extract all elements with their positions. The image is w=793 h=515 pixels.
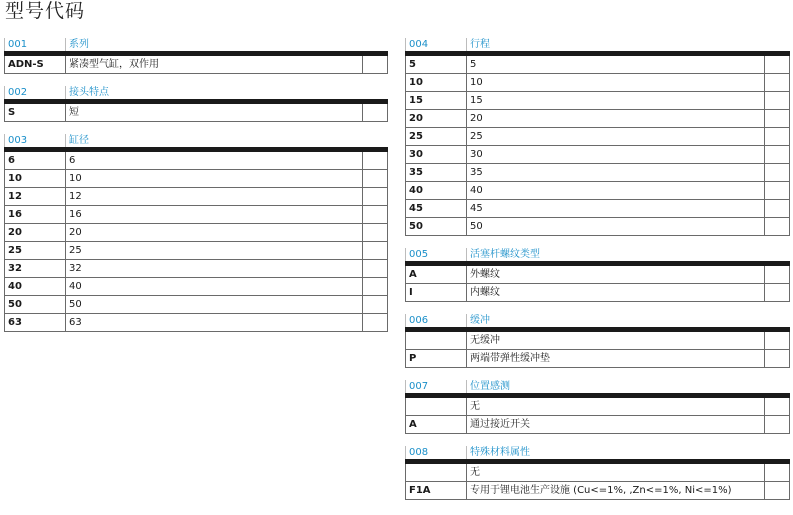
option-code: F1A [405, 482, 467, 499]
section-code: 005 [405, 248, 466, 261]
table-row [405, 164, 790, 182]
table-row [405, 416, 790, 434]
option-description: 通过接近开关 [467, 416, 765, 433]
empty-cell [765, 128, 790, 145]
empty-cell [363, 152, 388, 169]
empty-cell [363, 170, 388, 187]
option-section [4, 83, 388, 122]
option-code: 30 [405, 146, 467, 163]
option-code: 10 [4, 170, 66, 187]
option-section [405, 377, 790, 434]
option-description: 专用于锂电池生产设施 (Cu<=1%, ,Zn<=1%, Ni<=1%) [467, 482, 765, 499]
page-title: 型号代码 [5, 0, 86, 22]
empty-cell [765, 350, 790, 367]
option-description: 12 [66, 188, 363, 205]
option-description: 10 [467, 74, 765, 91]
table-row [405, 332, 790, 350]
option-description: 5 [467, 56, 765, 73]
section-code: 003 [4, 134, 65, 147]
option-code [405, 332, 467, 349]
section-code: 004 [405, 38, 466, 51]
table-row [405, 110, 790, 128]
section-header [4, 131, 388, 147]
option-description: 6 [66, 152, 363, 169]
option-section [4, 35, 388, 74]
option-description: 16 [66, 206, 363, 223]
section-label: 活塞杆螺纹类型 [466, 248, 790, 261]
option-description: 40 [66, 278, 363, 295]
section-code: 008 [405, 446, 466, 459]
table-row [405, 398, 790, 416]
empty-cell [765, 92, 790, 109]
table-row [405, 284, 790, 302]
empty-cell [765, 482, 790, 499]
empty-cell [765, 200, 790, 217]
section-header [405, 245, 790, 261]
empty-cell [363, 206, 388, 223]
option-code: 20 [405, 110, 467, 127]
option-description: 两端带弹性缓冲垫 [467, 350, 765, 367]
table-row [405, 182, 790, 200]
option-description: 63 [66, 314, 363, 331]
empty-cell [363, 296, 388, 313]
section-header [405, 35, 790, 51]
section-code: 006 [405, 314, 466, 327]
option-code: 20 [4, 224, 66, 241]
table-row [4, 170, 388, 188]
option-code: 50 [405, 218, 467, 235]
table-row [4, 56, 388, 74]
section-code: 007 [405, 380, 466, 393]
option-code: A [405, 416, 467, 433]
empty-cell [363, 260, 388, 277]
option-code: 5 [405, 56, 467, 73]
option-code: 15 [405, 92, 467, 109]
option-code: ADN-S [4, 56, 66, 73]
option-code [405, 464, 467, 481]
option-description: 50 [467, 218, 765, 235]
table-row [4, 224, 388, 242]
empty-cell [363, 224, 388, 241]
option-code: 63 [4, 314, 66, 331]
section-label: 行程 [466, 38, 790, 51]
section-header [405, 377, 790, 393]
table-row [405, 482, 790, 500]
empty-cell [363, 56, 388, 73]
table-row [405, 464, 790, 482]
option-description: 20 [467, 110, 765, 127]
empty-cell [363, 314, 388, 331]
table-row [4, 104, 388, 122]
option-description: 25 [66, 242, 363, 259]
option-code: 6 [4, 152, 66, 169]
section-header [4, 83, 388, 99]
option-code: 40 [4, 278, 66, 295]
section-label: 位置感测 [466, 380, 790, 393]
option-code: 12 [4, 188, 66, 205]
table-row [4, 278, 388, 296]
option-description: 10 [66, 170, 363, 187]
section-label: 接头特点 [65, 86, 388, 99]
option-description: 无 [467, 398, 765, 415]
option-code: 25 [4, 242, 66, 259]
table-row [4, 242, 388, 260]
option-description: 50 [66, 296, 363, 313]
table-row [405, 146, 790, 164]
empty-cell [363, 188, 388, 205]
table-row [4, 314, 388, 332]
option-section [4, 131, 388, 332]
empty-cell [765, 416, 790, 433]
empty-cell [765, 332, 790, 349]
empty-cell [765, 464, 790, 481]
option-section [405, 443, 790, 500]
table-row [4, 260, 388, 278]
option-section [405, 311, 790, 368]
option-section [405, 245, 790, 302]
option-description: 无 [467, 464, 765, 481]
option-description: 25 [467, 128, 765, 145]
empty-cell [765, 218, 790, 235]
option-description: 45 [467, 200, 765, 217]
option-code: A [405, 266, 467, 283]
section-header [405, 311, 790, 327]
option-description: 内螺纹 [467, 284, 765, 301]
option-code: P [405, 350, 467, 367]
empty-cell [765, 182, 790, 199]
option-code [405, 398, 467, 415]
table-row [405, 92, 790, 110]
section-label: 特殊材料属性 [466, 446, 790, 459]
left-column [4, 35, 388, 341]
option-code: 10 [405, 74, 467, 91]
section-label: 系列 [65, 38, 388, 51]
option-description: 无缓冲 [467, 332, 765, 349]
empty-cell [765, 266, 790, 283]
table-row [405, 128, 790, 146]
option-description: 紧凑型气缸，双作用 [66, 56, 363, 73]
option-code: 35 [405, 164, 467, 181]
section-header [405, 443, 790, 459]
right-column [405, 35, 790, 509]
option-code: 50 [4, 296, 66, 313]
empty-cell [765, 164, 790, 181]
option-section [405, 35, 790, 236]
table-row [4, 152, 388, 170]
empty-cell [765, 74, 790, 91]
empty-cell [765, 398, 790, 415]
option-description: 40 [467, 182, 765, 199]
empty-cell [765, 110, 790, 127]
option-code: 45 [405, 200, 467, 217]
option-code: S [4, 104, 66, 121]
table-row [405, 266, 790, 284]
empty-cell [765, 146, 790, 163]
section-label: 缸径 [65, 134, 388, 147]
table-row [405, 218, 790, 236]
option-description: 外螺纹 [467, 266, 765, 283]
empty-cell [765, 284, 790, 301]
option-description: 20 [66, 224, 363, 241]
empty-cell [363, 104, 388, 121]
option-code: 25 [405, 128, 467, 145]
option-description: 32 [66, 260, 363, 277]
table-row [4, 188, 388, 206]
section-label: 缓冲 [466, 314, 790, 327]
table-row [405, 200, 790, 218]
empty-cell [765, 56, 790, 73]
table-row [4, 296, 388, 314]
section-header [4, 35, 388, 51]
empty-cell [363, 242, 388, 259]
table-row [405, 56, 790, 74]
option-description: 35 [467, 164, 765, 181]
option-code: I [405, 284, 467, 301]
table-row [405, 74, 790, 92]
empty-cell [363, 278, 388, 295]
table-row [405, 350, 790, 368]
option-description: 30 [467, 146, 765, 163]
section-code: 002 [4, 86, 65, 99]
option-description: 15 [467, 92, 765, 109]
option-code: 32 [4, 260, 66, 277]
section-code: 001 [4, 38, 65, 51]
option-code: 40 [405, 182, 467, 199]
option-code: 16 [4, 206, 66, 223]
table-row [4, 206, 388, 224]
option-description: 短 [66, 104, 363, 121]
